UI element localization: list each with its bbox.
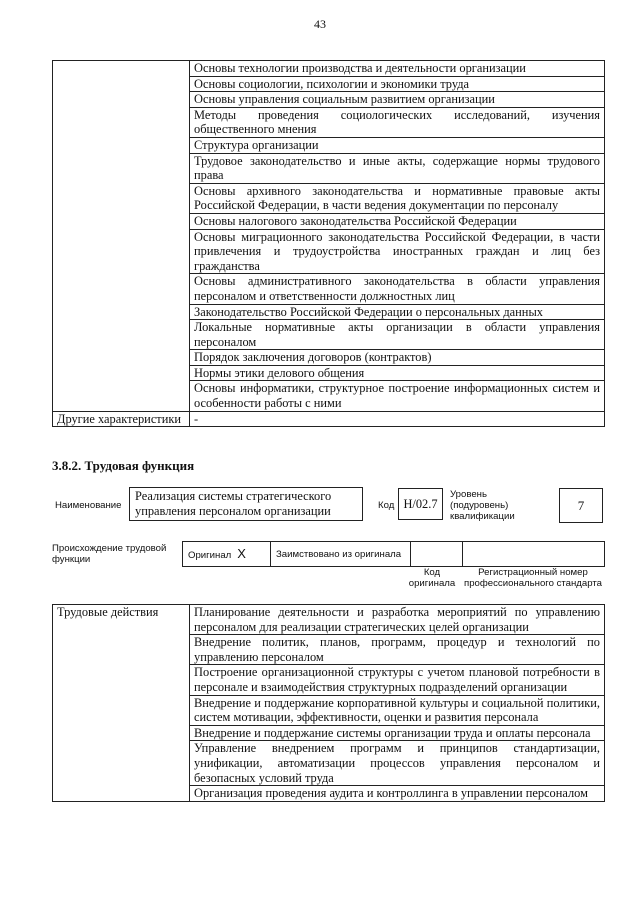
table-row	[53, 605, 605, 635]
other-characteristics-label: Другие характеристики	[53, 411, 190, 427]
name-label: Наименование	[55, 500, 122, 511]
labor-action-item: Внедрение и поддержание корпоративной культуры и социальной политики, систем мотивации, эффективности, оценки и развития персонала	[190, 695, 605, 725]
labor-action-item: Планирование деятельности и разработка мероприятий по управлению персоналом для реализации стратегических целей организации	[190, 605, 605, 635]
labor-action-item: Построение организационной структуры с учетом плановой потребности в персонале и взаимодействия структурных подразделений организации	[190, 665, 605, 695]
origin-table	[182, 541, 605, 567]
knowledge-item: Основы социологии, психологии и экономики труда	[190, 76, 605, 92]
labor-action-item: Управление внедрением программ и принципов стандартизации, унификации, автоматизации процессов управления персоналом и безопасных условий труда	[190, 741, 605, 786]
knowledge-item: Законодательство Российской Федерации о персональных данных	[190, 304, 605, 320]
original-label: Оригинал	[188, 549, 232, 561]
knowledge-item: Основы информатики, структурное построение информационных систем и особенности работы с ними	[190, 381, 605, 411]
knowledge-item: Основы налогового законодательства Российской Федерации	[190, 213, 605, 229]
original-cell	[183, 542, 271, 567]
section-title: 3.8.2. Трудовая функция	[52, 458, 195, 473]
origin-label: Происхождение трудовой функции	[52, 543, 167, 565]
labor-action-item: Организация проведения аудита и контроллинга в управлении персоналом	[190, 786, 605, 802]
page-number: 43	[314, 17, 326, 31]
reg-number-cell	[463, 542, 605, 567]
knowledge-item: Основы технологии производства и деятельности организации	[190, 61, 605, 77]
function-name: Реализация системы стратегического управления персоналом организации	[129, 487, 363, 521]
other-characteristics-value: -	[190, 411, 605, 427]
labor-action-item: Внедрение политик, планов, программ, процедур и технологий по управлению персоналом	[190, 635, 605, 665]
borrowed-label: Заимствовано из оригинала	[271, 542, 411, 567]
original-mark: X	[237, 545, 246, 561]
labor-actions-label: Трудовые действия	[53, 605, 190, 802]
labor-action-item: Внедрение и поддержание системы организации труда и оплаты персонала	[190, 725, 605, 741]
code-original-cell	[411, 542, 463, 567]
qualification-level: 7	[559, 488, 603, 523]
level-label: Уровень (подуровень) квалификации	[450, 489, 515, 522]
knowledge-label-cell	[53, 61, 190, 412]
labor-actions-table	[52, 604, 605, 802]
knowledge-item: Структура организации	[190, 137, 605, 153]
knowledge-item: Основы административного законодательства в области управления персоналом и ответственности должностных лиц	[190, 274, 605, 304]
reg-number-label: Регистрационный номер профессионального стандарта	[464, 567, 602, 589]
knowledge-table	[52, 60, 605, 427]
table-row	[53, 61, 605, 77]
knowledge-item: Методы проведения социологических исследований, изучения общественного мнения	[190, 107, 605, 137]
code-label: Код	[378, 500, 395, 511]
knowledge-item: Основы миграционного законодательства Российской Федерации, в части привлечения и трудоустройства иностранных граждан и лиц без гражданства	[190, 229, 605, 274]
table-row	[53, 411, 605, 427]
knowledge-item: Порядок заключения договоров (контрактов)	[190, 350, 605, 366]
knowledge-item: Локальные нормативные акты организации в области управления персоналом	[190, 320, 605, 350]
function-code: H/02.7	[398, 488, 443, 520]
knowledge-item: Основы управления социальным развитием организации	[190, 92, 605, 108]
knowledge-item: Нормы этики делового общения	[190, 365, 605, 381]
knowledge-item: Основы архивного законодательства и нормативные правовые акты Российской Федерации, в части ведения документации по персоналу	[190, 183, 605, 213]
code-original-label: Код оригинала	[408, 567, 456, 589]
knowledge-item: Трудовое законодательство и иные акты, содержащие нормы трудового права	[190, 153, 605, 183]
